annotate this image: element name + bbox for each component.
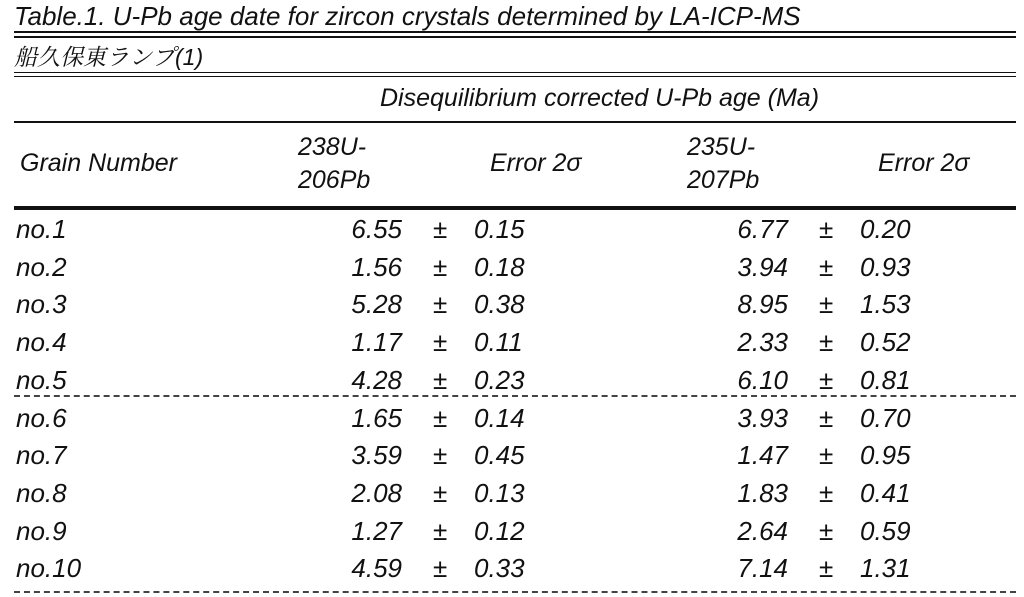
header-error-1: Error 2σ bbox=[490, 149, 582, 177]
table-row bbox=[0, 400, 1024, 437]
u235-age-cell: 8.95 bbox=[737, 289, 788, 320]
plus-minus-235: ± bbox=[819, 515, 834, 546]
u238-error-cell: 0.45 bbox=[474, 440, 525, 471]
plus-minus-235: ± bbox=[819, 440, 834, 471]
plus-minus-238: ± bbox=[433, 440, 448, 471]
title-rule-top bbox=[14, 31, 1016, 33]
grain-number-cell: no.1 bbox=[16, 214, 67, 244]
plus-minus-235: ± bbox=[819, 402, 834, 433]
plus-minus-235: ± bbox=[819, 251, 834, 282]
u235-error-cell: 0.59 bbox=[860, 515, 911, 546]
title-rule-bottom bbox=[14, 36, 1016, 38]
grain-number-cell: no.7 bbox=[16, 440, 67, 471]
u238-error-cell: 0.18 bbox=[474, 251, 525, 282]
table-row bbox=[0, 513, 1024, 550]
grain-number-cell: no.6 bbox=[16, 402, 67, 433]
u235-error-cell: 1.31 bbox=[860, 553, 911, 584]
header-grain-number: Grain Number bbox=[20, 149, 177, 177]
header-235u-line1: 235U- bbox=[687, 133, 756, 161]
u238-age-cell: 1.27 bbox=[351, 515, 402, 546]
header-error-2: Error 2σ bbox=[878, 149, 970, 177]
u235-error-cell: 0.52 bbox=[860, 327, 911, 358]
grain-number-cell: no.3 bbox=[16, 289, 67, 320]
grain-number-cell: no.5 bbox=[16, 364, 67, 395]
plus-minus-238: ± bbox=[433, 477, 448, 508]
u238-age-cell: 1.56 bbox=[351, 251, 402, 282]
u238-error-cell: 0.11 bbox=[474, 327, 523, 358]
u235-error-cell: 1.53 bbox=[860, 289, 911, 320]
u235-age-cell: 3.94 bbox=[737, 251, 788, 282]
table-row bbox=[0, 437, 1024, 474]
plus-minus-238: ± bbox=[433, 515, 448, 546]
table-bottom-rule bbox=[14, 591, 1016, 593]
u238-age-cell: 3.59 bbox=[351, 440, 402, 471]
u238-error-cell: 0.13 bbox=[474, 477, 525, 508]
u235-error-cell: 0.70 bbox=[860, 402, 911, 433]
table-row bbox=[0, 362, 1024, 399]
u238-age-cell: 6.55 bbox=[351, 214, 402, 244]
plus-minus-238: ± bbox=[433, 402, 448, 433]
u235-error-cell: 0.20 bbox=[860, 214, 911, 244]
u235-age-cell: 3.93 bbox=[737, 402, 788, 433]
subtitle-rule-bottom bbox=[14, 76, 1016, 77]
u235-age-cell: 2.64 bbox=[737, 515, 788, 546]
header-238u-line2: 206Pb bbox=[298, 166, 371, 194]
plus-minus-235: ± bbox=[819, 364, 834, 395]
u235-error-cell: 0.95 bbox=[860, 440, 911, 471]
plus-minus-238: ± bbox=[433, 251, 448, 282]
table-subtitle: 船久保東ランプ(1) bbox=[14, 44, 204, 70]
grain-number-cell: no.10 bbox=[16, 553, 82, 584]
u235-error-cell: 0.93 bbox=[860, 251, 911, 282]
plus-minus-235: ± bbox=[819, 214, 834, 244]
grain-number-cell: no.2 bbox=[16, 251, 67, 282]
plus-minus-235: ± bbox=[819, 477, 834, 508]
u238-age-cell: 4.28 bbox=[351, 364, 402, 395]
table-row bbox=[0, 286, 1024, 323]
u238-error-cell: 0.33 bbox=[474, 553, 525, 584]
u238-error-cell: 0.15 bbox=[474, 214, 525, 244]
group-divider bbox=[14, 395, 1016, 397]
plus-minus-235: ± bbox=[819, 327, 834, 358]
header-235u-line2: 207Pb bbox=[687, 166, 760, 194]
u238-error-cell: 0.14 bbox=[474, 402, 525, 433]
subtitle-rule-top bbox=[14, 72, 1016, 73]
table-row bbox=[0, 550, 1024, 587]
u235-age-cell: 6.77 bbox=[737, 214, 788, 244]
u235-age-cell: 1.83 bbox=[737, 477, 788, 508]
u235-error-cell: 0.81 bbox=[860, 364, 911, 395]
u235-error-cell: 0.41 bbox=[860, 477, 911, 508]
table-row bbox=[0, 249, 1024, 286]
span-header-rule bbox=[14, 121, 1016, 123]
u238-age-cell: 1.17 bbox=[351, 327, 402, 358]
plus-minus-235: ± bbox=[819, 553, 834, 584]
grain-number-cell: no.9 bbox=[16, 515, 67, 546]
u238-age-cell: 2.08 bbox=[351, 477, 402, 508]
header-238u-line1: 238U- bbox=[298, 133, 367, 161]
u235-age-cell: 6.10 bbox=[737, 364, 788, 395]
plus-minus-238: ± bbox=[433, 289, 448, 320]
u238-age-cell: 4.59 bbox=[351, 553, 402, 584]
u235-age-cell: 7.14 bbox=[737, 553, 788, 584]
table-row bbox=[0, 324, 1024, 361]
u235-age-cell: 2.33 bbox=[737, 327, 788, 358]
grain-number-cell: no.8 bbox=[16, 477, 67, 508]
u238-age-cell: 5.28 bbox=[351, 289, 402, 320]
u238-error-cell: 0.38 bbox=[474, 289, 525, 320]
u235-age-cell: 1.47 bbox=[737, 440, 788, 471]
plus-minus-238: ± bbox=[433, 553, 448, 584]
u238-error-cell: 0.23 bbox=[474, 364, 525, 395]
plus-minus-235: ± bbox=[819, 289, 834, 320]
grain-number-cell: no.4 bbox=[16, 327, 67, 358]
u238-error-cell: 0.12 bbox=[474, 515, 525, 546]
plus-minus-238: ± bbox=[433, 327, 448, 358]
plus-minus-238: ± bbox=[433, 364, 448, 395]
u238-age-cell: 1.65 bbox=[351, 402, 402, 433]
plus-minus-238: ± bbox=[433, 214, 448, 244]
header-rule bbox=[14, 206, 1016, 210]
span-header: Disequilibrium corrected U-Pb age (Ma) bbox=[380, 84, 820, 112]
table-row bbox=[0, 475, 1024, 512]
table-title: Table.1. U-Pb age date for zircon crystals determined by LA-ICP-MS bbox=[14, 1, 801, 31]
table-row bbox=[0, 211, 1024, 248]
